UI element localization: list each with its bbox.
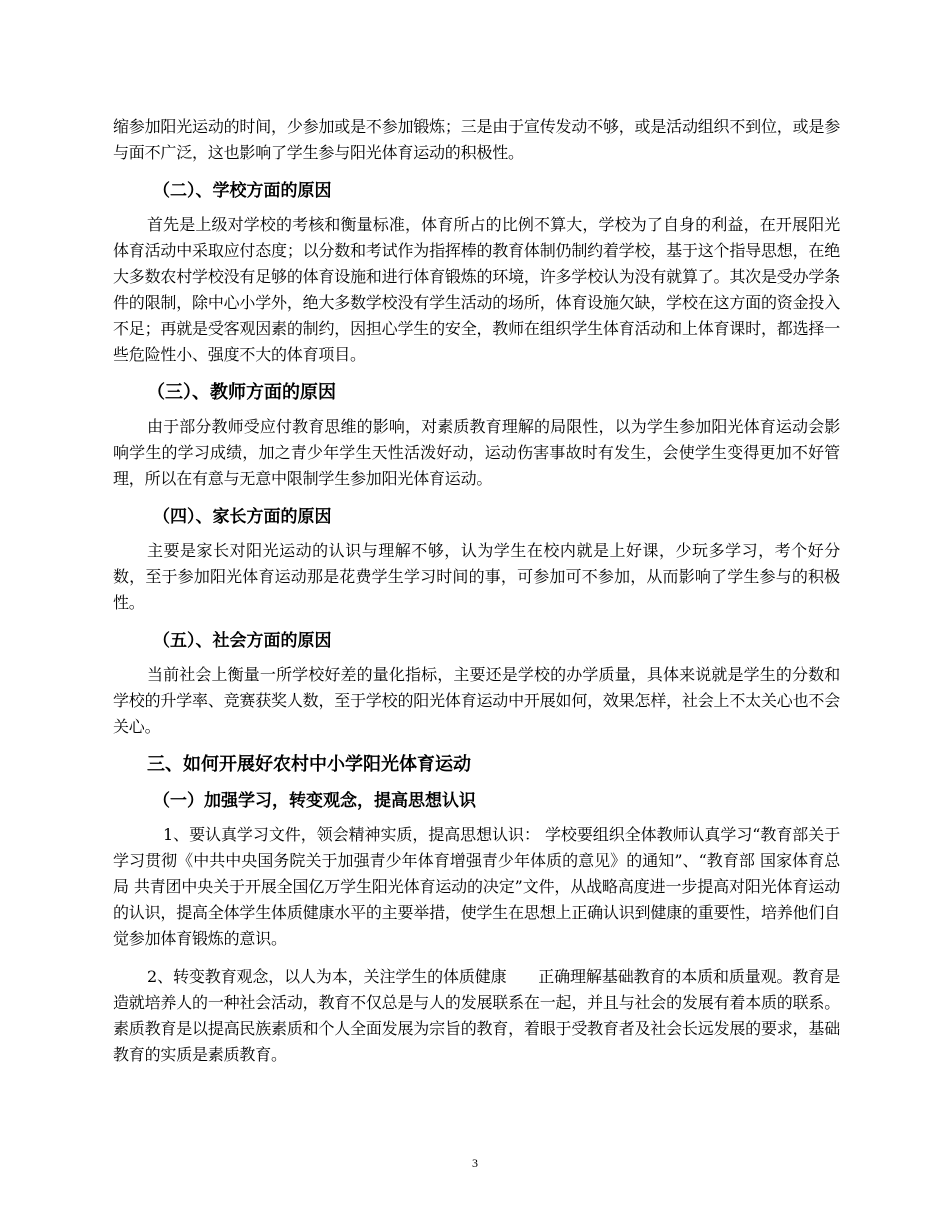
heading-parent-reasons: （四）、家长方面的原因 bbox=[153, 507, 332, 527]
paragraph-study-documents: 1、要认真学习文件，领会精神实质，提高思想认识： 学校要组织全体教师认真学习“教育部关于学习贯彻《中共中央国务院关于加强青少年体育增强青少年体质的意见》的通知”、“教育部 国家体育总局 共青团中央关于开展全国亿万学生阳光体育运动的决定”文件，从战略高度进一步提高对阳光体育运动的认识，提高全体学生体质健康水平的主要举措，使学生在思想上正确认识到健康的重要性，培养他们自觉参加体育锻炼的意识。 bbox=[113, 825, 840, 948]
paragraph-school-reasons: 首先是上级对学校的考核和衡量标准，体育所占的比例不算大，学校为了自身的利益，在开展阳光体育活动中采取应付态度；以分数和考试作为指挥棒的教育体制仍制约着学校，基于这个指导思想，在绝大多数农村学校没有足够的体育设施和进行体育锻炼的环境，许多学校认为没有就算了。其次是受办学条件的限制，除中心小学外，绝大多数学校没有学生活动的场所，体育设施欠缺，学校在这方面的资金投入不足；再就是受客观因素的制约，因担心学生的安全，教师在组织学生体育活动和上体育课时，都选择一些危险性小、强度不大的体育项目。 bbox=[113, 215, 840, 364]
heading-teacher-reasons: （三）、教师方面的原因 bbox=[147, 382, 336, 403]
paragraph-society-reasons: 当前社会上衡量一所学校好差的量化指标，主要还是学校的办学质量，具体来说就是学生的分数和学校的升学率、竞赛获奖人数，至于学校的阳光体育运动中开展如何，效果怎样，社会上不太关心也不会关心。 bbox=[113, 665, 840, 736]
heading-strengthen-learning: （一）加强学习，转变观念，提高思想认识 bbox=[153, 791, 476, 811]
heading-society-reasons: （五）、社会方面的原因 bbox=[153, 631, 332, 651]
paragraph-teacher-reasons: 由于部分教师受应付教育思维的影响，对素质教育理解的局限性，以为学生参加阳光体育运动会影响学生的学习成绩，加之青少年学生天性活泼好动，运动伤害事故时有发生，会使学生变得更加不好管理，所以在有意与无意中限制学生参加阳光体育运动。 bbox=[113, 417, 840, 488]
paragraph-change-concepts: 2、转变教育观念，以人为本，关注学生的体质健康 正确理解基础教育的本质和质量观。教育是造就培养人的一种社会活动，教育不仅总是与人的发展联系在一起，并且与社会的发展有着本质的联系。素质教育是以提高民族素质和个人全面发展为宗旨的教育，着眼于受教育者及社会长远发展的要求，基础教育的实质是素质教育。 bbox=[113, 967, 840, 1064]
page-number: 3 bbox=[472, 1156, 478, 1170]
paragraph-continuation: 缩参加阳光运动的时间，少参加或是不参加锻炼；三是由于宣传发动不够，或是活动组织不到位，或是参与面不广泛，这也影响了学生参与阳光体育运动的积极性。 bbox=[113, 117, 840, 162]
heading-section-three: 三、如何开展好农村中小学阳光体育运动 bbox=[147, 754, 471, 775]
paragraph-parent-reasons: 主要是家长对阳光运动的认识与理解不够，认为学生在校内就是上好课，少玩多学习，考个好分数，至于参加阳光体育运动那是花费学生学习时间的事，可参加可不参加，从而影响了学生参与的积极性。 bbox=[113, 541, 840, 612]
page-content bbox=[113, 114, 840, 1068]
heading-school-reasons: （二）、学校方面的原因 bbox=[153, 181, 332, 201]
